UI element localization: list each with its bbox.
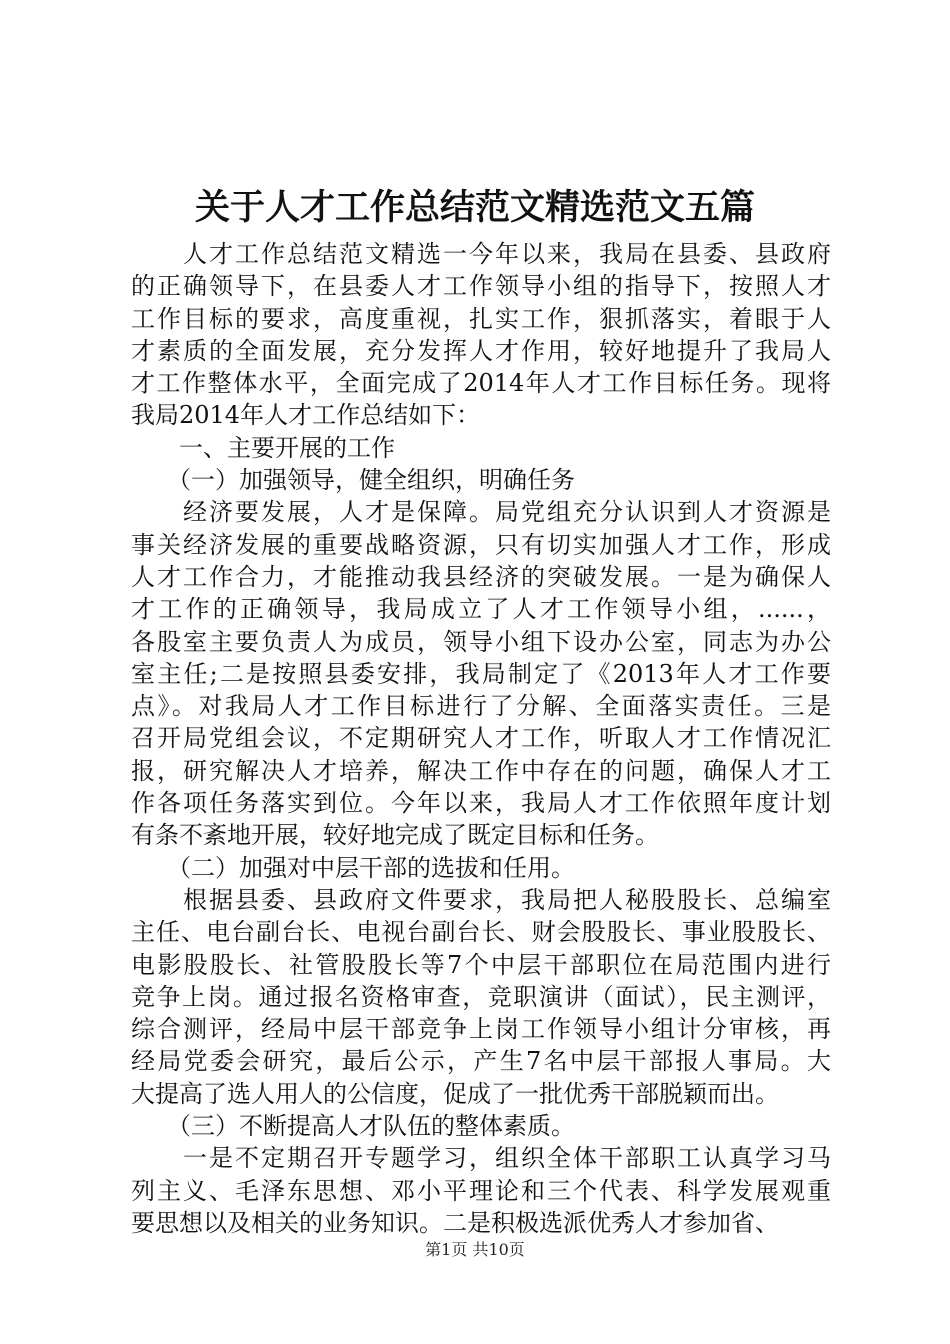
- body-line: 大提高了选人用人的公信度，促成了一批优秀干部脱颖而出。: [131, 1079, 779, 1108]
- body-line: 综合测评，经局中层干部竞争上岗工作领导小组计分审核，再: [131, 1015, 831, 1044]
- document-title: 关于人才工作总结范文精选范文五篇: [194, 187, 755, 228]
- body-line: 作各项任务落实到位。今年以来，我局人才工作依照年度计划: [131, 789, 831, 818]
- body-line: 人才工作总结范文精选一今年以来，我局在县委、县政府: [131, 240, 831, 268]
- body-line: （二）加强对中层干部的选拔和任用。: [131, 853, 575, 882]
- body-line: 根据县委、县政府文件要求，我局把人秘股股长、总编室: [131, 885, 831, 914]
- page-footer: 第1页 共10页: [425, 1240, 525, 1259]
- body-line: 室主任;二是按照县委安排，我局制定了《2013年人才工作要: [131, 659, 831, 688]
- body-line: 一是不定期召开专题学习，组织全体干部职工认真学习马: [131, 1144, 831, 1173]
- body-line: （一）加强领导，健全组织，明确任务: [131, 466, 575, 495]
- body-line: 才素质的全面发展，充分发挥人才作用，较好地提升了我局人: [131, 336, 831, 365]
- body-line: 的正确领导下，在县委人才工作领导小组的指导下，按照人才: [131, 272, 831, 301]
- body-line: 事关经济发展的重要战略资源，只有切实加强人才工作，形成: [131, 530, 831, 559]
- body-line: 才工作整体水平，全面完成了2014年人才工作目标任务。现将: [131, 369, 831, 398]
- body-line: 才工作的正确领导，我局成立了人才工作领导小组，......，: [131, 595, 831, 624]
- body-line: 有条不紊地开展，较好地完成了既定目标和任务。: [131, 821, 659, 850]
- body-line: 各股室主要负责人为成员，领导小组下设办公室，同志为办公: [131, 627, 831, 656]
- body-line: 我局2014年人才工作总结如下：: [131, 401, 481, 430]
- body-line: 人才工作合力，才能推动我县经济的突破发展。一是为确保人: [131, 562, 831, 591]
- body-line: 列主义、毛泽东思想、邓小平理论和三个代表、科学发展观重: [131, 1176, 831, 1205]
- body-line: 经济要发展，人才是保障。局党组充分认识到人才资源是: [131, 498, 831, 527]
- body-line: 一、主要开展的工作: [131, 433, 395, 462]
- body-line: 召开局党组会议，不定期研究人才工作，听取人才工作情况汇: [131, 724, 831, 753]
- body-line: 要思想以及相关的业务知识。二是积极选派优秀人才参加省、: [131, 1208, 779, 1237]
- body-line: 竞争上岗。通过报名资格审查，竞职演讲（面试），民主测评，: [131, 982, 831, 1011]
- body-line: 工作目标的要求，高度重视，扎实工作，狠抓落实，着眼于人: [131, 304, 831, 333]
- body-line: 电影股股长、社管股股长等7个中层干部职位在局范围内进行: [131, 950, 831, 979]
- body-line: 主任、电台副台长、电视台副台长、财会股股长、事业股股长、: [131, 918, 831, 947]
- body-line: （三）不断提高人才队伍的整体素质。: [131, 1112, 575, 1141]
- body-line: 报，研究解决人才培养，解决工作中存在的问题，确保人才工: [131, 756, 831, 785]
- body-line: 点》。对我局人才工作目标进行了分解、全面落实责任。三是: [131, 692, 831, 721]
- document-body: [131, 238, 831, 1239]
- body-line: 经局党委会研究，最后公示，产生7名中层干部报人事局。大: [131, 1047, 831, 1076]
